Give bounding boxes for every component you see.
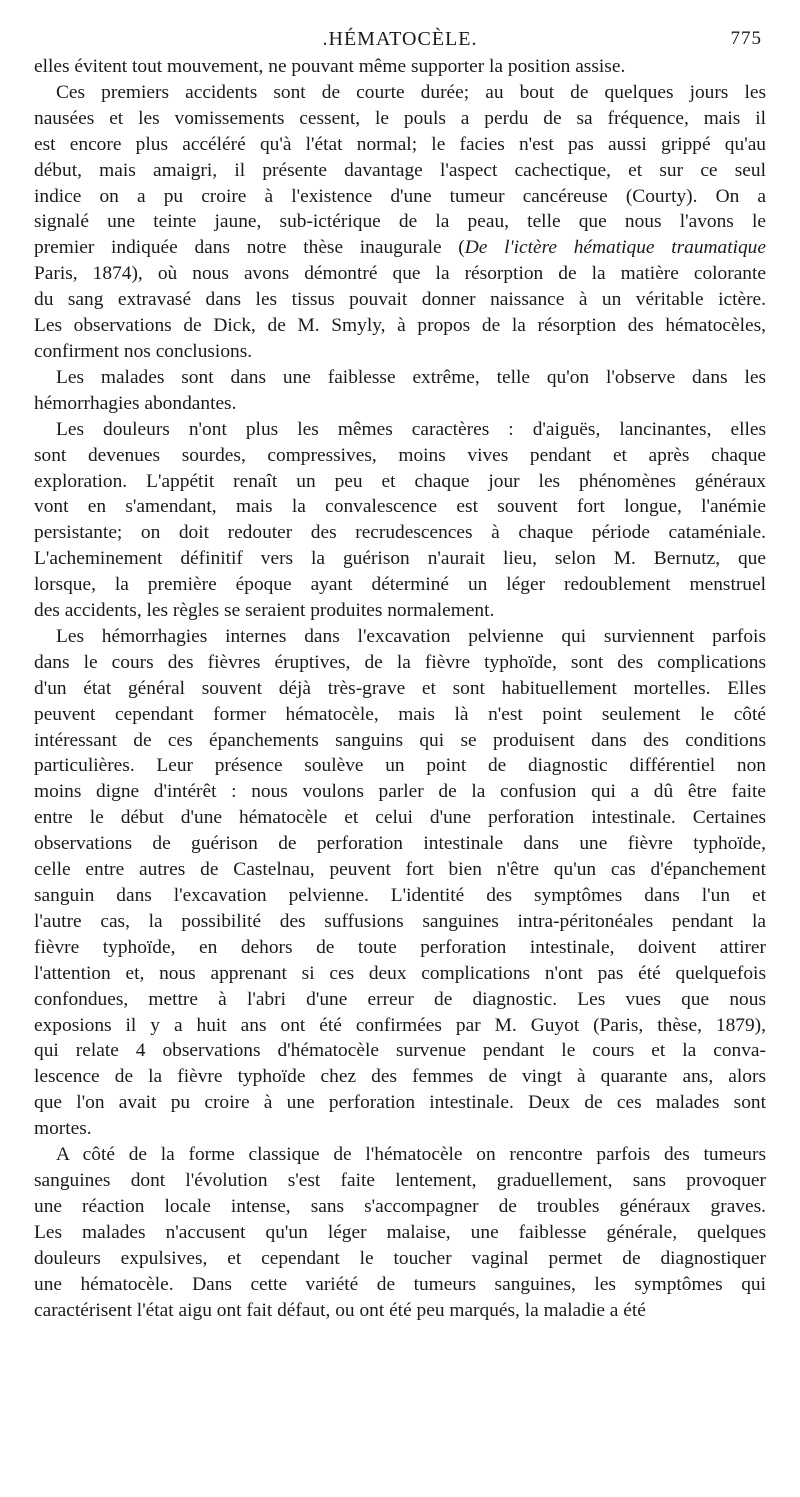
paragraph-p4 <box>34 417 766 624</box>
text-line: nausées et les vomissements cessent, le pouls a perdu de sa fréquence, mais il <box>34 107 766 129</box>
text-line: caractérisent l'état aigu ont fait défaut, ou ont été peu marqués, la maladie a été <box>34 1299 646 1321</box>
text-line: du sang extravasé dans les tissus pouvait donner naissance à un véritable ictère. <box>34 289 766 311</box>
text-line: entre le début d'une hématocèle et celui d'une perforation intestinale. Certaines <box>34 807 766 829</box>
text-line: Paris, 1874), où nous avons démontré que la résorption de la matière colorante <box>34 263 766 285</box>
paragraph-p5 <box>34 624 766 1142</box>
text-line: fièvre typhoïde, en dehors de toute perforation intestinale, doivent attirer <box>34 936 766 958</box>
running-head <box>34 22 766 54</box>
text-line: particulières. Leur présence soulève un point de diagnostic différentiel non <box>34 755 766 777</box>
text-line: des accidents, les règles se seraient produites normalement. <box>34 600 495 622</box>
text-line: observations de guérison de perforation intestinale dans une fièvre typhoïde, <box>34 833 766 855</box>
text-line: sanguines dont l'évolution s'est faite lentement, graduellement, sans provoquer <box>34 1169 766 1191</box>
page-number: 775 <box>730 28 762 49</box>
paragraph-p6 <box>34 1142 766 1323</box>
text-line: moins digne d'intérêt : nous voulons parler de la confusion qui a dû être faite <box>34 781 766 803</box>
text-line: d'un état général souvent déjà très-grave et sont habituellement mortelles. Elles <box>34 677 766 699</box>
text-line: lorsque, la première époque ayant déterminé un léger redoublement menstruel <box>34 574 766 596</box>
text-line: signalé une teinte jaune, sub-ictérique de la peau, telle que nous l'avons le <box>34 211 766 233</box>
text-line: celle entre autres de Castelnau, peuvent fort bien n'être qu'un cas d'épanchement <box>34 859 766 881</box>
text-line: lescence de la fièvre typhoïde chez des femmes de vingt à quarante ans, alors <box>34 1066 766 1088</box>
text-line: premier indiquée dans notre thèse inaugurale (De l'ictère hématique traumatique <box>34 237 766 259</box>
running-title: .HÉMATOCÈLE. <box>322 28 478 50</box>
text-line: persistante; on doit redouter des recrudescences à chaque période cataméniale. <box>34 522 766 544</box>
thesis-title-citation: De l'ictère hématique traumatique <box>464 237 766 259</box>
text-line: dans le cours des fièvres éruptives, de la fièvre typhoïde, sont des complications <box>34 651 766 673</box>
text-line: A côté de la forme classique de l'hématocèle on rencontre parfois des tumeurs <box>56 1144 766 1166</box>
text-line: une réaction locale intense, sans s'accompagner de troubles généraux graves. <box>34 1195 766 1217</box>
text-line: indice on a pu croire à l'existence d'une tumeur cancéreuse (Courty). On a <box>34 185 766 207</box>
paragraph-p2 <box>34 80 766 365</box>
text-line: une hématocèle. Dans cette variété de tumeurs sanguines, les symptômes qui <box>34 1273 766 1295</box>
text-line: Les hémorrhagies internes dans l'excavation pelvienne qui surviennent parfois <box>56 625 766 647</box>
text-line: sont devenues sourdes, compressives, moins vives pendant et après chaque <box>34 444 766 466</box>
text-line: intéressant de ces épanchements sanguins qui se produisent dans des conditions <box>34 729 766 751</box>
text-line: elles évitent tout mouvement, ne pouvant même supporter la position assise. <box>34 56 626 77</box>
text-line: L'acheminement définitif vers la guérison n'aurait lieu, selon M. Bernutz, que <box>34 548 766 570</box>
text-line: l'autre cas, la possibilité des suffusions sanguines intra-péritonéales pendant la <box>34 910 766 932</box>
text-line: début, mais amaigri, il présente davantage l'aspect cachectique, et sur ce seul <box>34 159 766 181</box>
paragraph-p3 <box>34 365 766 417</box>
text-line: l'attention et, nous apprenant si ces deux complications n'ont pas été quelquefois <box>34 962 766 984</box>
text-line: exposions il y a huit ans ont été confirmées par M. Guyot (Paris, thèse, 1879), <box>34 1014 766 1036</box>
text-line: que l'on avait pu croire à une perforation intestinale. Deux de ces malades sont <box>34 1092 766 1114</box>
text-line: douleurs expulsives, et cependant le toucher vaginal permet de diagnostiquer <box>34 1247 766 1269</box>
paragraph-p1 <box>34 54 766 80</box>
text-line: exploration. L'appétit renaît un peu et chaque jour les phénomènes généraux <box>34 470 766 492</box>
text-line: vont en s'amendant, mais la convalescence est souvent fort longue, l'anémie <box>34 496 766 518</box>
text-line: confirment nos conclusions. <box>34 340 253 362</box>
text-line: confondues, mettre à l'abri d'une erreur de diagnostic. Les vues que nous <box>34 988 766 1010</box>
text-line: hémorrhagies abondantes. <box>34 392 237 414</box>
text-line: peuvent cependant former hématocèle, mais là n'est point seulement le côté <box>34 703 766 725</box>
body-text <box>34 54 766 1323</box>
text-line: Les observations de Dick, de M. Smyly, à propos de la résorption des hématocèles, <box>34 315 766 337</box>
text-line: Ces premiers accidents sont de courte durée; au bout de quelques jours les <box>56 81 766 103</box>
text-line: est encore plus accéléré qu'à l'état normal; le facies n'est pas aussi grippé qu'au <box>34 133 766 155</box>
text-line: qui relate 4 observations d'hématocèle survenue pendant le cours et la conva- <box>34 1040 766 1062</box>
text-line: mortes. <box>34 1118 92 1140</box>
text-line: Les malades sont dans une faiblesse extrême, telle qu'on l'observe dans les <box>56 366 766 388</box>
text-line: Les douleurs n'ont plus les mêmes caractères : d'aiguës, lancinantes, elles <box>56 418 766 440</box>
text-line: Les malades n'accusent qu'un léger malaise, une faiblesse générale, quelques <box>34 1221 766 1243</box>
text-line: sanguin dans l'excavation pelvienne. L'identité des symptômes dans l'un et <box>34 885 766 906</box>
